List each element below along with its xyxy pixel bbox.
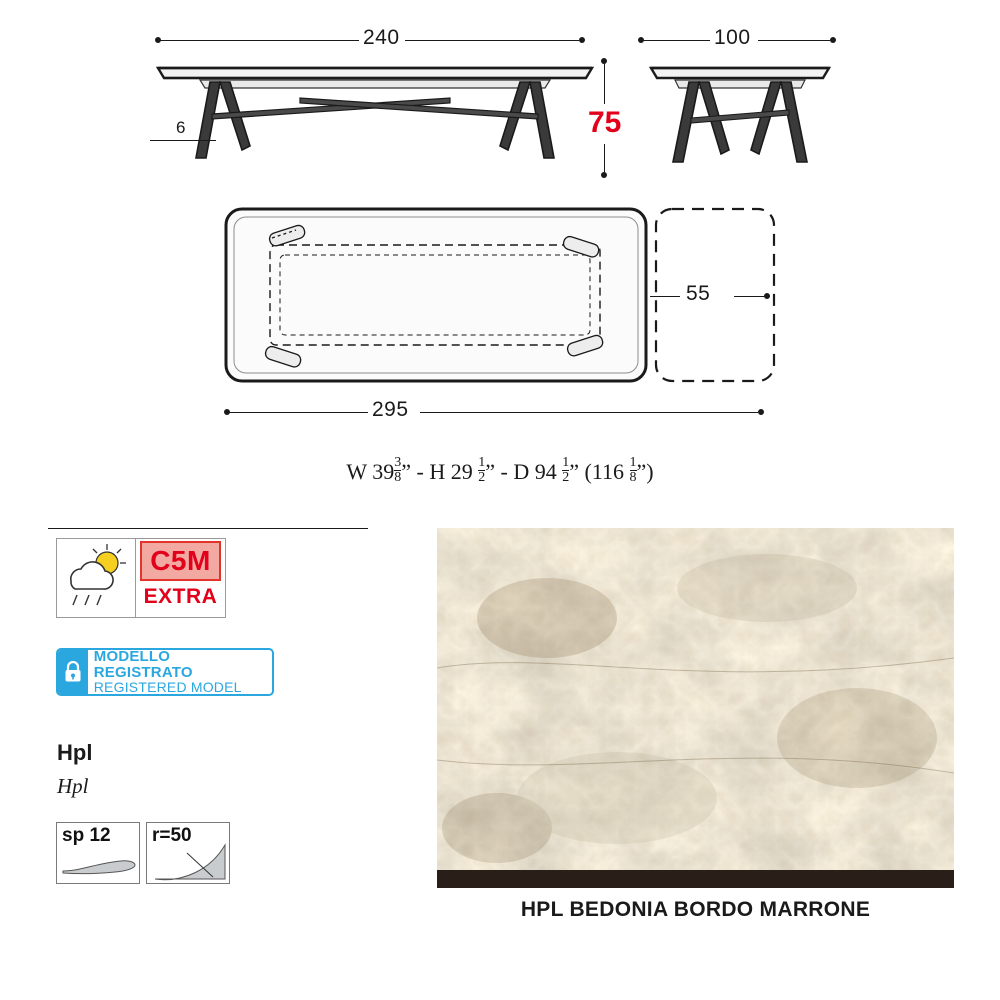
material-swatch: [437, 528, 954, 888]
thickness-box: [56, 822, 140, 884]
spec-p-fraction: $\frac{1}{8}$: [629, 455, 637, 485]
spec-paren-close: ”): [636, 459, 654, 484]
material-detail-boxes: [56, 822, 230, 884]
c5m-label: C5M: [140, 541, 221, 581]
spec-d-suffix: ”: [569, 459, 579, 484]
extra-label: EXTRA: [143, 585, 218, 608]
material-name-italic: Hpl: [57, 774, 89, 798]
spec-w-prefix: W 39: [346, 459, 395, 484]
sun-cloud-rain-icon: [57, 539, 136, 617]
thickness-value-label: sp 12: [62, 825, 111, 846]
swatch-caption: HPL BEDONIA BORDO MARRONE: [520, 898, 871, 921]
spec-d-fraction: $\frac{1}{2}$: [562, 455, 570, 485]
registered-model-line2: REGISTERED MODEL: [93, 679, 242, 696]
radius-value-label: r=50: [152, 825, 192, 846]
front-view-drawing: [150, 58, 600, 183]
spec-w-suffix: ”: [401, 459, 412, 484]
weather-resistance-badge: [56, 538, 226, 618]
spec-sep1: - H 29: [411, 459, 479, 484]
radius-box: [146, 822, 230, 884]
section-divider: [48, 528, 368, 529]
lock-icon: [58, 650, 88, 694]
material-name: Hpl: [57, 740, 93, 765]
spec-h-suffix: ”: [485, 459, 496, 484]
thickness-label: 6: [176, 118, 186, 137]
spec-h-fraction: $\frac{1}{2}$: [478, 455, 486, 485]
registered-model-line1: MODELLO REGISTRATO: [93, 647, 193, 681]
swatch-edge-band: [437, 870, 954, 888]
side-width-label: 100: [714, 26, 751, 49]
spec-paren-open: (116: [579, 459, 630, 484]
side-view-drawing: [645, 58, 835, 183]
depth-label: 55: [686, 282, 711, 305]
registered-model-badge: [56, 648, 274, 696]
spec-sep2: - D 94: [495, 459, 563, 484]
length-label: 295: [372, 398, 409, 421]
edge-profile-icon: [57, 849, 139, 883]
c5m-extra-block: [136, 539, 225, 617]
spec-w-fraction: $\frac{3}{8}$: [394, 455, 402, 485]
front-width-label: 240: [363, 26, 400, 49]
swatch-texture: [437, 528, 954, 888]
imperial-spec-line: [0, 456, 1000, 485]
height-label: 75: [588, 106, 622, 139]
corner-radius-icon: [147, 843, 229, 883]
